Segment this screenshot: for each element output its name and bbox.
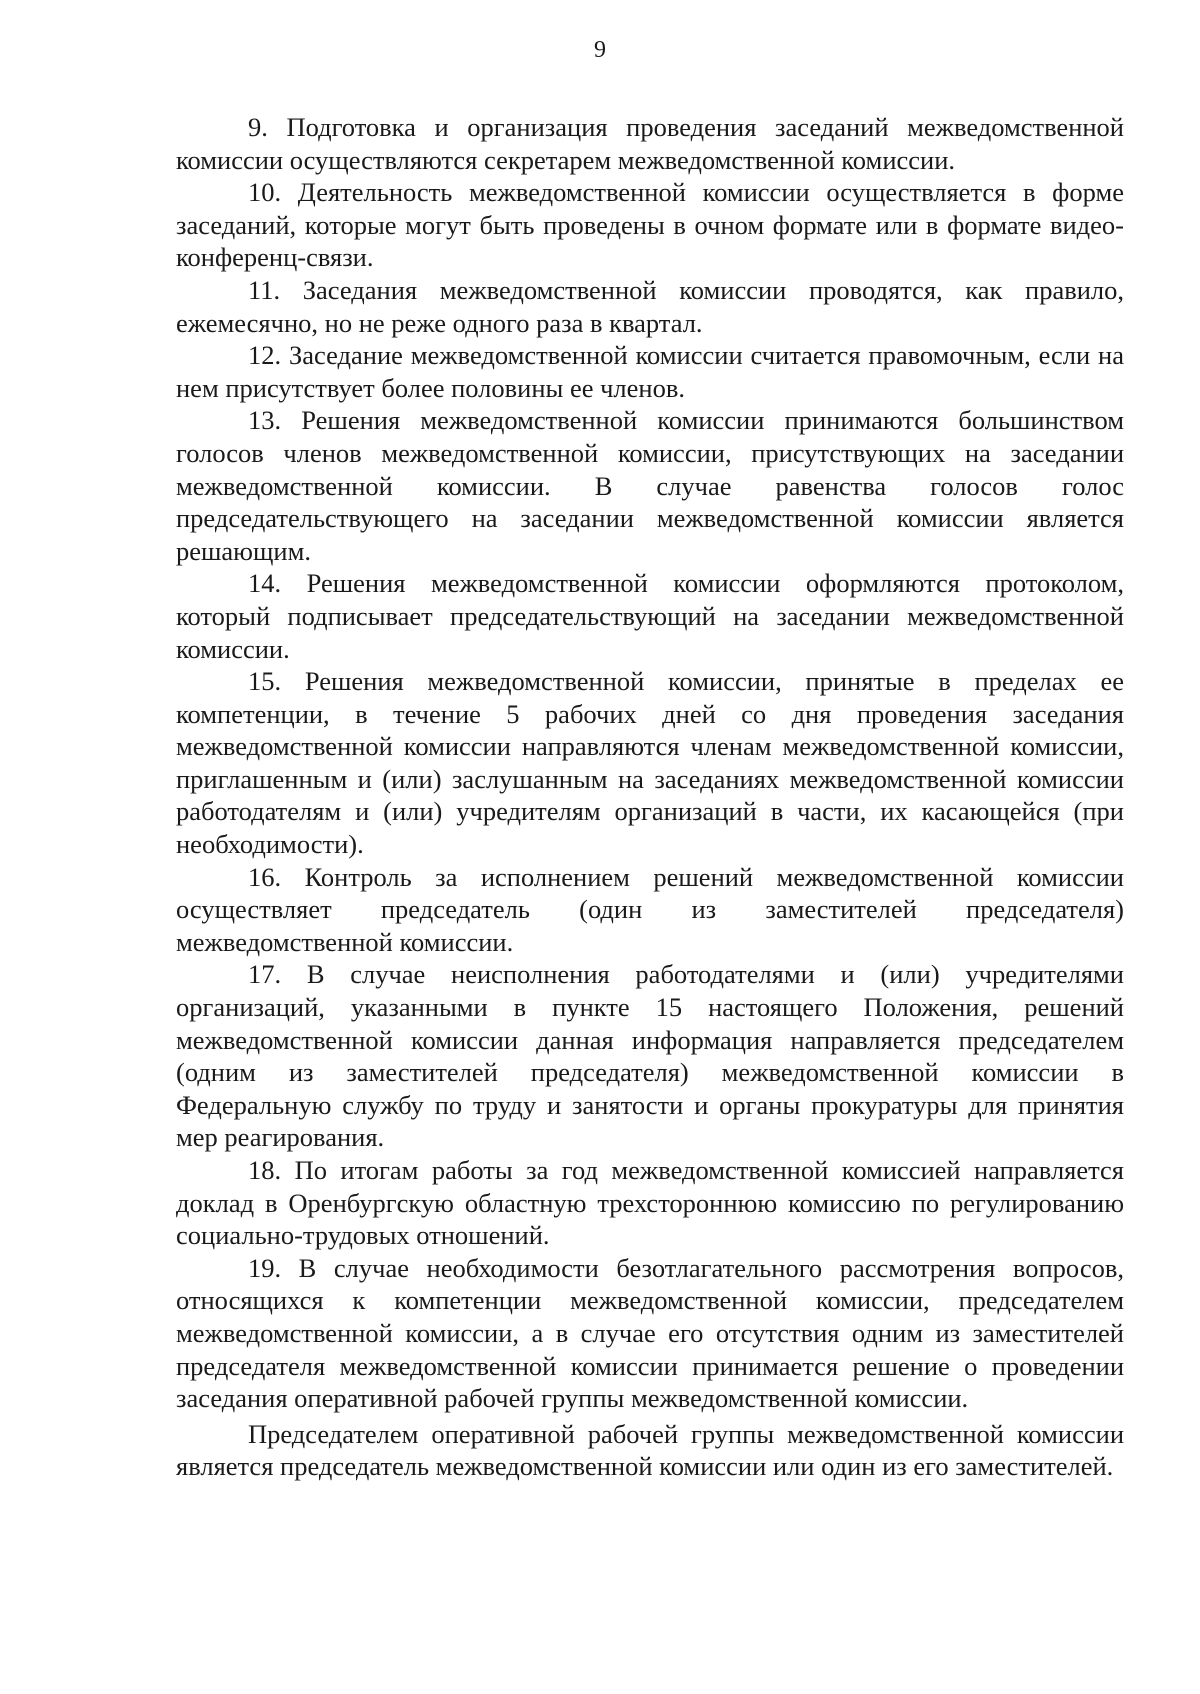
- paragraph-19: 19. В случае необходимости безотлагательного рассмотрения вопросов, относящихся к компетенции межведомственной комиссии, председателем межведомственной комиссии, а в случае его отсутствия одним из заместителей председателя межведомственной комиссии принимается решение о проведении заседания оперативной рабочей группы межведомственной комиссии.: [176, 1252, 1124, 1414]
- paragraph-11: 11. Заседания межведомственной комиссии проводятся, как правило, ежемесячно, но не реже одного раза в квартал.: [176, 274, 1124, 338]
- paragraph-13: 13. Решения межведомственной комиссии принимаются большинством голосов членов межведомственной комиссии, присутствующих на заседании межведомственной комиссии. В случае равенства голосов голос председательствующего на заседании межведомственной комиссии является решающим.: [176, 405, 1124, 566]
- paragraph-17: 17. В случае неисполнения работодателями и (или) учредителями организаций, указанными в пункте 15 настоящего Положения, решений межведомственной комиссии данная информация направляется председателем (одним из заместителей председателя) межведомственной комиссии в Федеральную службу по труду и занятости и органы прокуратуры для принятия мер реагирования.: [176, 959, 1124, 1153]
- page-number: 9: [594, 37, 606, 63]
- paragraph-18: 18. По итогам работы за год межведомственной комиссией направляется доклад в Оренбургскую областную трехстороннюю комиссию по регулированию социально-трудовых отношений.: [176, 1155, 1124, 1251]
- paragraph-14: 14. Решения межведомственной комиссии оформляются протоколом, который подписывает председательствующий на заседании межведомственной комиссии.: [176, 568, 1124, 664]
- paragraph-10: 10. Деятельность межведомственной комиссии осуществляется в форме заседаний, которые могут быть проведены в очном формате или в формате видео-конференц-связи.: [176, 177, 1124, 273]
- paragraph-12: 12. Заседание межведомственной комиссии считается правомочным, если на нем присутствует более половины ее членов.: [176, 340, 1124, 403]
- paragraph-9: 9. Подготовка и организация проведения заседаний межведомственной комиссии осуществляются секретарем межведомственной комиссии.: [176, 112, 1124, 175]
- paragraph-16: 16. Контроль за исполнением решений межведомственной комиссии осуществляет председатель (один из заместителей председателя) межведомственной комиссии.: [176, 861, 1124, 957]
- paragraph-15: 15. Решения межведомственной комиссии, принятые в пределах ее компетенции, в течение 5 рабочих дней со дня проведения заседания межведомственной комиссии направляются членам межведомственной комиссии, приглашенным и (или) заслушанным на заседаниях межведомственной комиссии работодателям и (или) учредителям организаций в части, их касающейся (при необходимости).: [176, 666, 1124, 860]
- paragraph-operative-group-chair: Председателем оперативной рабочей группы межведомственной комиссии является председатель межведомственной комиссии или один из его заместителей.: [176, 1418, 1124, 1482]
- document-body: [176, 111, 1124, 1483]
